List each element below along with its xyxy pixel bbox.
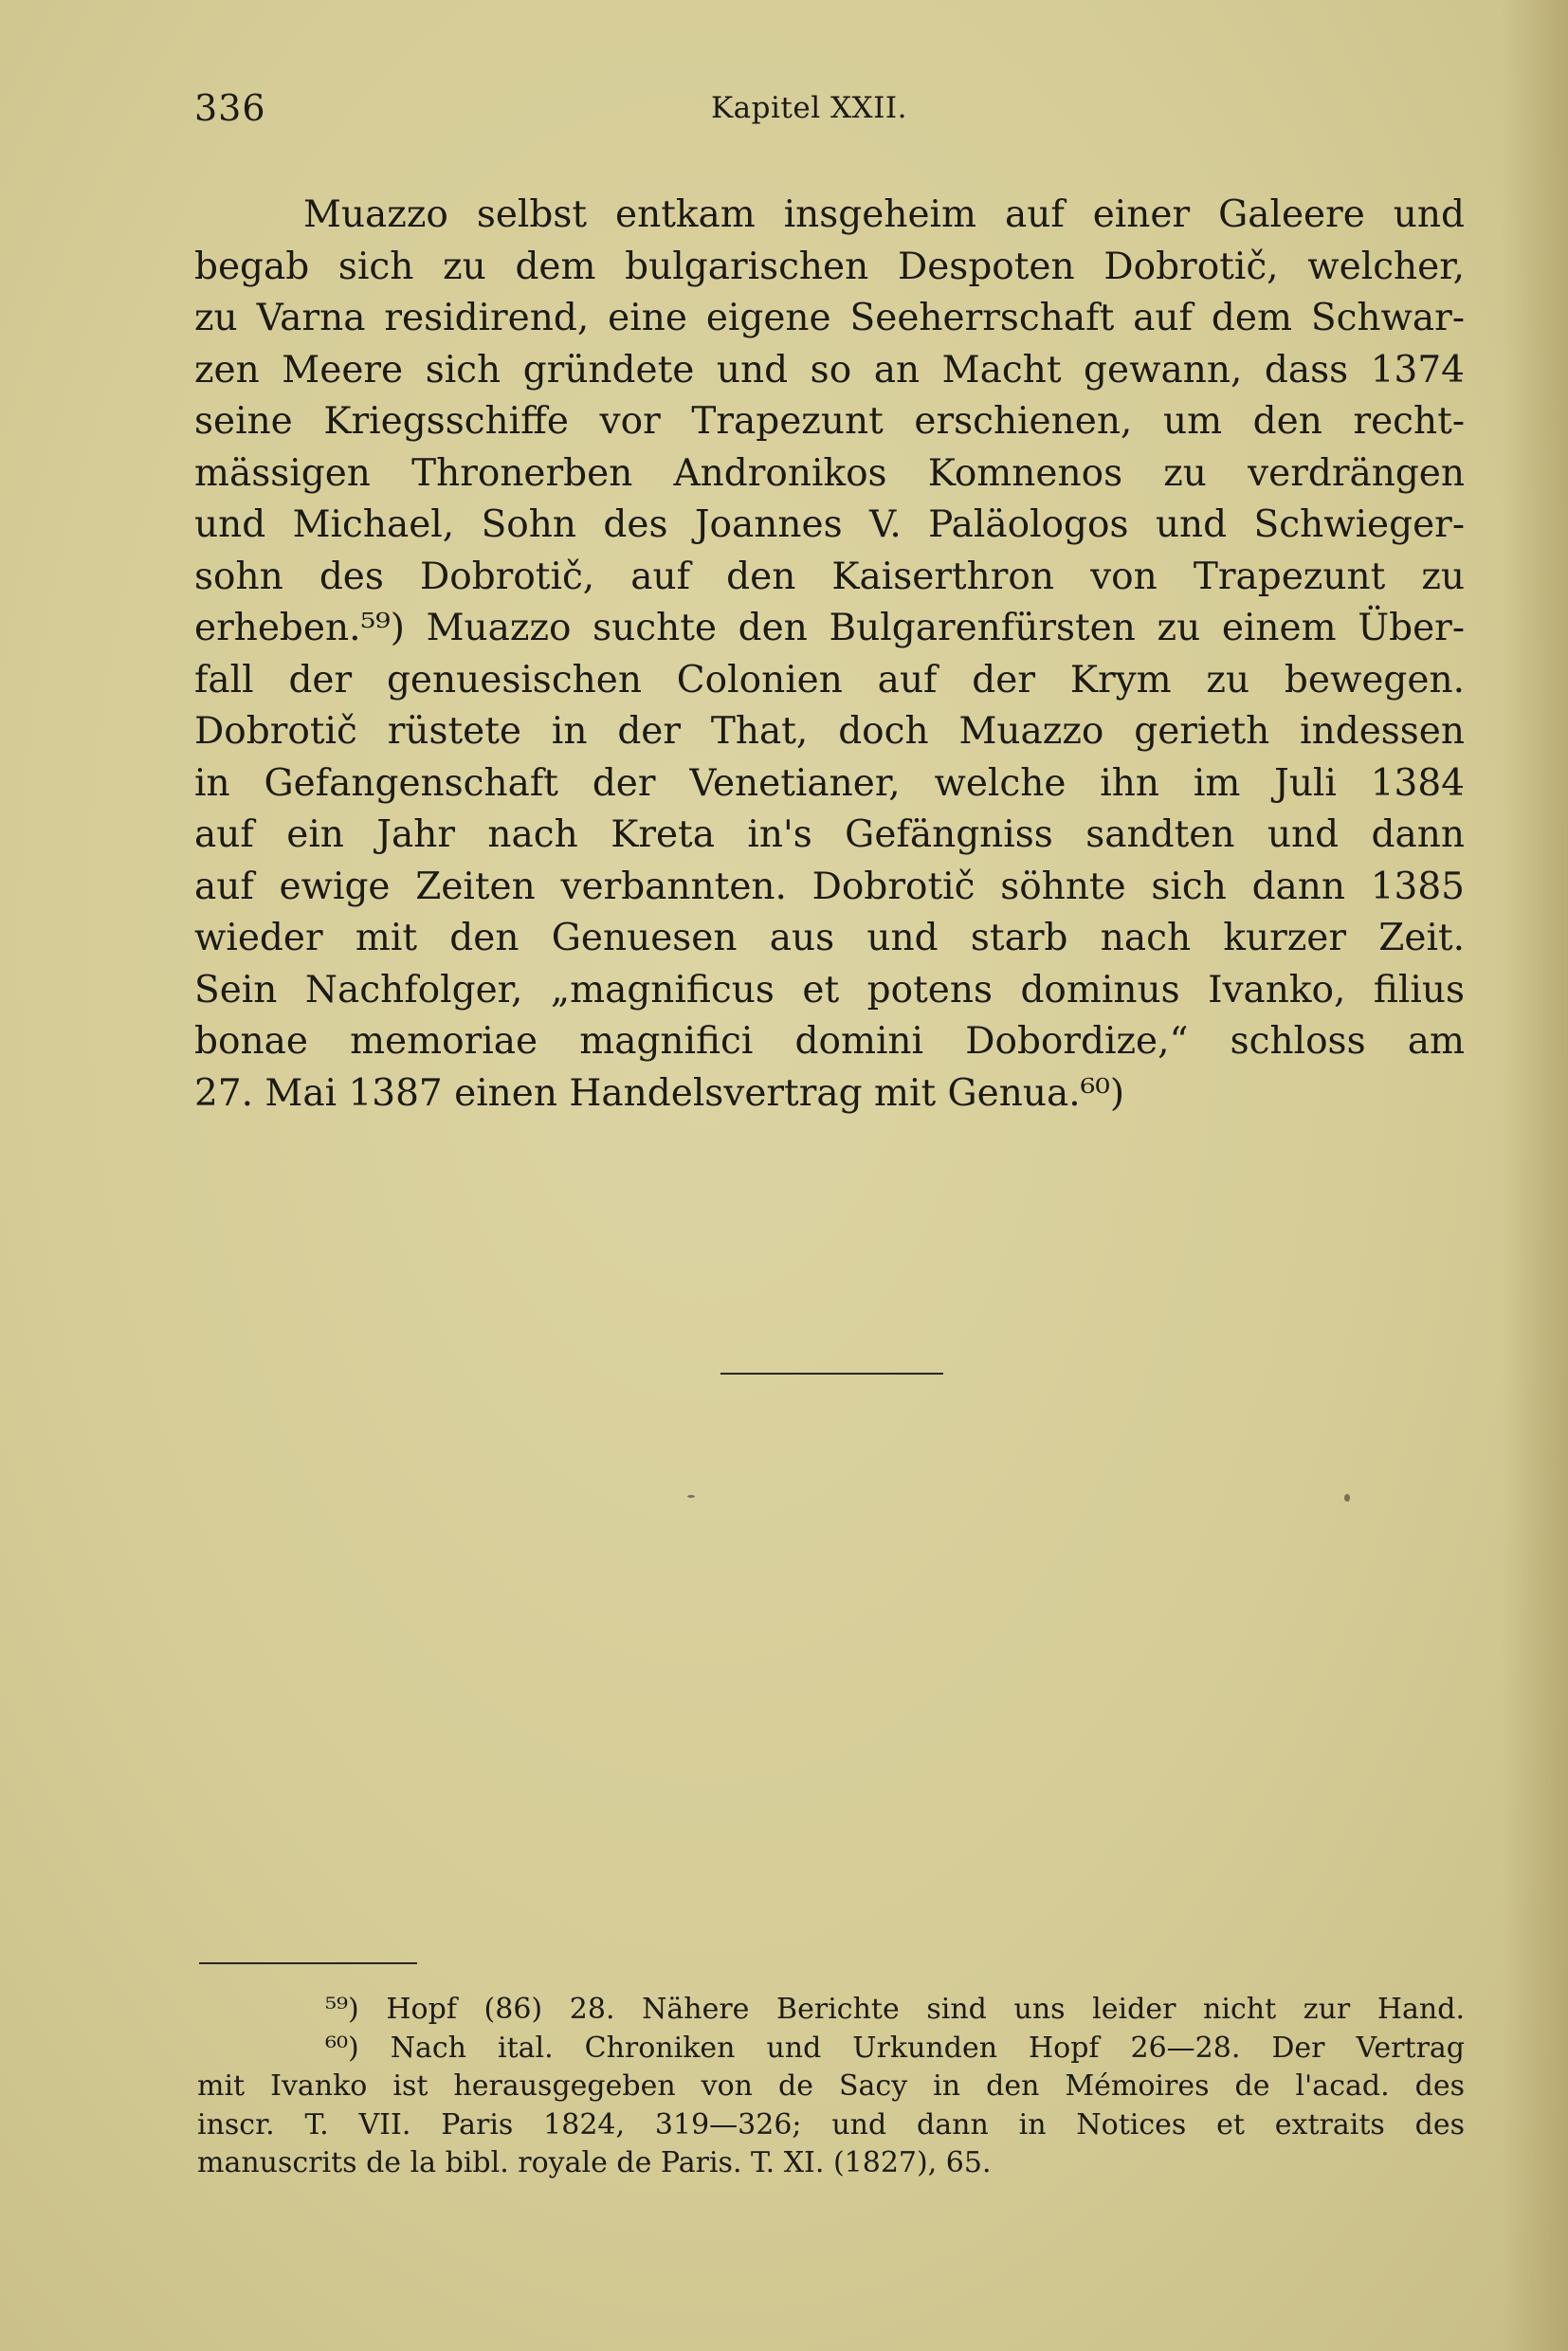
body-line: 27. Mai 1387 einen Handelsvertrag mit Genua.⁶⁰) bbox=[194, 1071, 1125, 1115]
body-line: seine Kriegsschiffe vor Trapezunt erschienen, um den recht- bbox=[194, 400, 1465, 443]
footnote-line: inscr. T. VII. Paris 1824, 319—326; und dann in Notices et extraits des bbox=[197, 2107, 1465, 2141]
body-line: zen Meere sich gründete und so an Macht gewann, dass 1374 bbox=[194, 348, 1465, 392]
footnote-line: manuscrits de la bibl. royale de Paris. T. XI. (1827), 65. bbox=[197, 2146, 992, 2179]
body-line: begab sich zu dem bulgarischen Despoten Dobrotič, welcher, bbox=[194, 245, 1465, 288]
body-line: auf ewige Zeiten verbannten. Dobrotič söhnte sich dann 1385 bbox=[194, 865, 1465, 908]
body-line: erheben.⁵⁹) Muazzo suchte den Bulgarenfürsten zu einem Über- bbox=[194, 607, 1465, 649]
body-line: Muazzo selbst entkam insgeheim auf einer Galeere und bbox=[303, 193, 1465, 236]
footnote-line: ⁶⁰) Nach ital. Chroniken und Urkunden Hopf 26—28. Der Vertrag bbox=[325, 2031, 1465, 2065]
body-line: Sein Nachfolger, „magnificus et potens dominus Ivanko, filius bbox=[194, 968, 1465, 1011]
page-edge-shadow bbox=[1502, 0, 1568, 2351]
page-number: 336 bbox=[194, 87, 266, 129]
page-header bbox=[194, 87, 1465, 144]
footnote-separator-rule bbox=[199, 1962, 417, 1964]
paper-speck bbox=[687, 1495, 695, 1498]
body-line: fall der genuesischen Colonien auf der Krym zu bewegen. bbox=[194, 658, 1465, 702]
body-paragraph bbox=[194, 190, 1465, 1120]
body-line: zu Varna residirend, eine eigene Seeherrschaft auf dem Schwar- bbox=[194, 297, 1465, 339]
footnotes bbox=[197, 1991, 1465, 2183]
body-line: in Gefangenschaft der Venetianer, welche ihn im Juli 1384 bbox=[194, 761, 1465, 805]
body-line: und Michael, Sohn des Joannes V. Paläologos und Schwieger- bbox=[194, 503, 1465, 546]
body-line: Dobrotič rüstete in der That, doch Muazzo gerieth indessen bbox=[194, 710, 1465, 753]
running-head: Kapitel XXII. bbox=[711, 91, 907, 125]
footnote-line: mit Ivanko ist herausgegeben von de Sacy in den Mémoires de l'acad. des bbox=[197, 2069, 1465, 2103]
body-line: auf ein Jahr nach Kreta in's Gefängniss sandten und dann bbox=[194, 813, 1465, 856]
footnote-line: ⁵⁹) Hopf (86) 28. Nähere Berichte sind uns leider nicht zur Hand. bbox=[325, 1993, 1465, 2026]
body-line: sohn des Dobrotič, auf den Kaiserthron von Trapezunt zu bbox=[194, 555, 1465, 598]
paper-speck bbox=[1344, 1494, 1350, 1502]
body-line: mässigen Thronerben Andronikos Komnenos zu verdrängen bbox=[194, 451, 1465, 495]
body-line: bonae memoriae magnifici domini Dobordize,“ schloss am bbox=[194, 1020, 1465, 1063]
section-divider-rule bbox=[720, 1373, 943, 1375]
body-line: wieder mit den Genuesen aus und starb nach kurzer Zeit. bbox=[194, 917, 1465, 959]
